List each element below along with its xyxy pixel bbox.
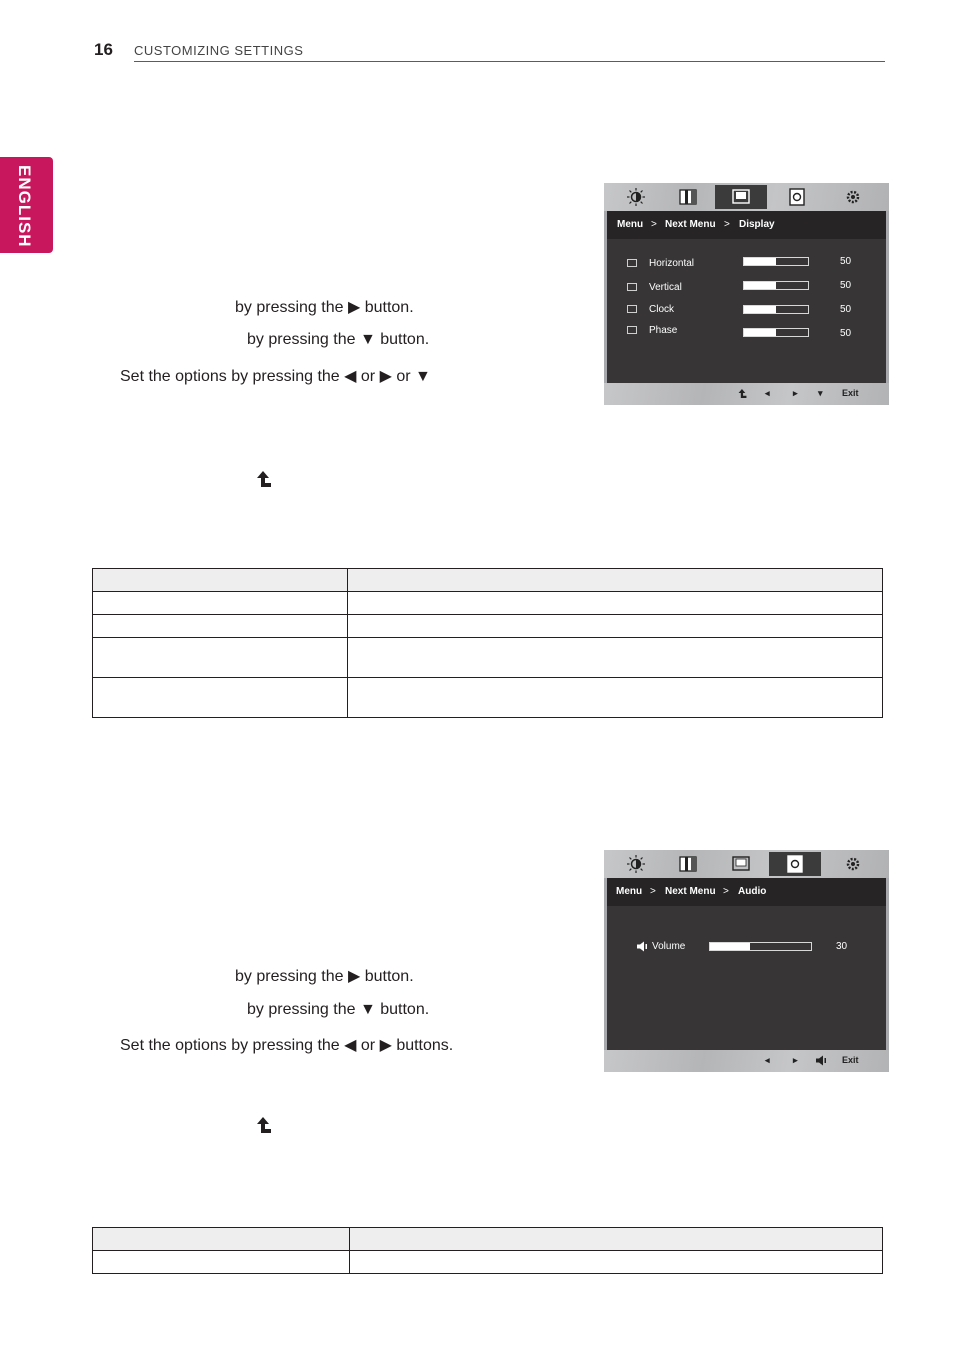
osd-footer <box>604 1050 889 1072</box>
speaker-icon <box>784 854 806 874</box>
right-arrow-button[interactable]: ▸ <box>793 1055 798 1065</box>
osd-item-horizontal-label[interactable]: Horizontal <box>649 258 695 269</box>
color-tab[interactable] <box>662 852 714 876</box>
display-icon <box>730 187 752 207</box>
table-header-cell <box>348 569 883 592</box>
volume-icon <box>636 941 648 952</box>
clock-value: 50 <box>840 304 852 315</box>
header-rule <box>134 61 885 62</box>
breadcrumb-separator: > <box>723 886 729 897</box>
vertical-slider[interactable] <box>743 281 809 290</box>
phase-slider[interactable] <box>743 328 809 337</box>
clock-slider[interactable] <box>743 305 809 314</box>
table-cell <box>93 592 348 615</box>
table-cell <box>350 1251 883 1274</box>
audio-step-1: by pressing the ▶ button. <box>235 968 414 985</box>
audio-tab[interactable] <box>771 185 823 209</box>
display-step-3: Set the options by pressing the ◀ or ▶ or ▼ <box>120 368 431 385</box>
breadcrumb-separator: > <box>651 219 657 230</box>
breadcrumb-current: Audio <box>738 886 767 897</box>
color-bars-icon <box>677 854 699 874</box>
exit-button[interactable]: Exit <box>842 388 859 398</box>
vertical-value: 50 <box>840 280 852 291</box>
table-cell <box>348 615 883 638</box>
color-bars-icon <box>677 187 699 207</box>
volume-slider[interactable] <box>709 942 812 951</box>
breadcrumb-separator: > <box>650 886 656 897</box>
exit-button[interactable]: Exit <box>842 1055 859 1065</box>
breadcrumb-menu: Menu <box>617 219 644 230</box>
vertical-icon <box>627 283 637 291</box>
setup-tab[interactable] <box>827 852 879 876</box>
table-header-cell <box>93 569 348 592</box>
osd-item-volume-label[interactable]: Volume <box>652 941 686 952</box>
phase-icon <box>627 326 637 334</box>
table-cell <box>93 678 348 718</box>
slider-fill <box>744 306 776 313</box>
horizontal-slider[interactable] <box>743 257 809 266</box>
right-arrow-button[interactable]: ▸ <box>793 388 798 398</box>
audio-step-3: Set the options by pressing the ◀ or ▶ buttons. <box>120 1037 454 1054</box>
osd-item-clock-label[interactable]: Clock <box>649 304 675 315</box>
table-cell <box>93 638 348 678</box>
display-options-table <box>92 568 883 718</box>
osd-menu-panel <box>607 878 886 1050</box>
display-tab[interactable] <box>715 852 767 876</box>
osd-item-vertical-label[interactable]: Vertical <box>649 282 682 293</box>
breadcrumb-current: Display <box>739 219 775 230</box>
horizontal-value: 50 <box>840 256 852 267</box>
table-header-cell <box>350 1228 883 1251</box>
volume-value: 30 <box>836 941 848 952</box>
brightness-icon <box>625 187 647 207</box>
display-icon <box>730 854 752 874</box>
return-icon <box>256 1116 272 1134</box>
slider-fill <box>744 329 776 336</box>
clock-icon <box>627 305 637 313</box>
breadcrumb-next-menu: Next Menu <box>665 219 716 230</box>
breadcrumb <box>607 211 886 239</box>
osd-menu-panel <box>607 211 886 383</box>
table-header-cell <box>93 1228 350 1251</box>
down-arrow-button[interactable]: ▾ <box>818 388 823 398</box>
audio-tab[interactable] <box>769 852 821 876</box>
display-step-1: by pressing the ▶ button. <box>235 299 414 316</box>
phase-value: 50 <box>840 328 852 339</box>
color-tab[interactable] <box>662 185 714 209</box>
audio-step-2: by pressing the ▼ button. <box>247 1001 430 1018</box>
osd-icon-bar <box>604 850 889 878</box>
picture-tab[interactable] <box>610 185 662 209</box>
audio-osd-screen <box>604 850 889 1072</box>
table-cell <box>93 1251 350 1274</box>
display-tab[interactable] <box>715 185 767 209</box>
osd-icon-bar <box>604 183 889 211</box>
left-arrow-button[interactable]: ◂ <box>765 388 770 398</box>
audio-options-table <box>92 1227 883 1274</box>
table-cell <box>348 678 883 718</box>
display-step-2: by pressing the ▼ button. <box>247 331 430 348</box>
slider-fill <box>710 943 750 950</box>
osd-item-phase-label[interactable]: Phase <box>649 325 678 336</box>
table-cell <box>348 638 883 678</box>
breadcrumb-separator: > <box>724 219 730 230</box>
slider-fill <box>744 282 776 289</box>
table-cell <box>93 615 348 638</box>
table-cell <box>348 592 883 615</box>
picture-tab[interactable] <box>610 852 662 876</box>
gear-icon <box>842 854 864 874</box>
horizontal-icon <box>627 259 637 267</box>
brightness-icon <box>625 854 647 874</box>
display-osd-screen <box>604 183 889 405</box>
left-arrow-button[interactable]: ◂ <box>765 1055 770 1065</box>
return-icon <box>256 470 272 488</box>
return-icon[interactable] <box>738 388 747 399</box>
breadcrumb-next-menu: Next Menu <box>665 886 716 897</box>
page-number: 16 <box>94 40 113 59</box>
breadcrumb <box>607 878 886 906</box>
speaker-icon <box>786 187 808 207</box>
gear-icon <box>842 187 864 207</box>
slider-fill <box>744 258 776 265</box>
volume-icon[interactable] <box>815 1055 827 1066</box>
language-tab-label: ENGLISH <box>15 165 34 248</box>
section-title: CUSTOMIZING SETTINGS <box>134 43 304 58</box>
osd-footer <box>604 383 889 405</box>
breadcrumb-menu: Menu <box>616 886 643 897</box>
language-tab <box>0 157 53 253</box>
setup-tab[interactable] <box>827 185 879 209</box>
